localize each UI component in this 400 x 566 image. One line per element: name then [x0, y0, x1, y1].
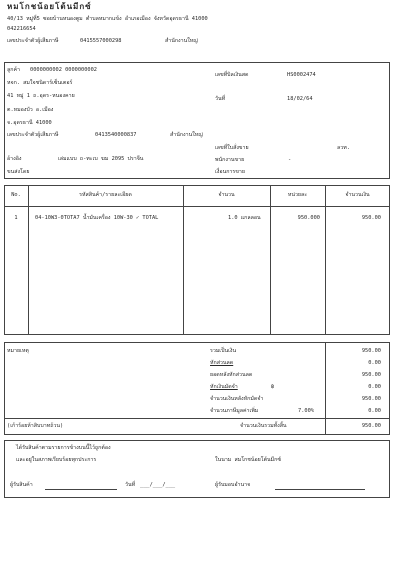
on-behalf-label: ในนาม สมโกชน้อยโต้นมีกซ์ — [215, 457, 281, 463]
header-description: รหัสสินค้า/รายละเอียด — [79, 192, 132, 198]
authorized-label: ผู้รับมอบอำนาจ — [215, 482, 251, 488]
row-qty: 1.0 แกลลอน — [228, 215, 261, 221]
authorized-signature-line — [275, 489, 365, 490]
discount-label: หักส่วนลด — [210, 360, 234, 366]
grand-divider — [4, 418, 390, 419]
row-description: 04-10W3-0TOTA7 น้ำมันเครื่อง 10W-30 ✓ TOTAL — [35, 215, 159, 221]
header-qty: จำนวน — [218, 192, 235, 198]
receipt-note-1: ได้รับสินค้าตามรายการข้างบนนี้ไว้ถูกต้อง — [16, 445, 111, 451]
customer-name: หจก. สมใจชนิดาร์เซ็นเตอร์ — [7, 80, 73, 86]
deposit-symbol: ฿ — [271, 384, 275, 390]
customer-branch: สำนักงานใหญ่ — [170, 132, 203, 138]
delivery-label: ขนส่งโดย — [7, 169, 30, 175]
header-price: หน่วยละ — [287, 192, 308, 198]
company-name: หมโกชน้อยโต้นมีกซ์ — [7, 2, 92, 11]
company-branch: สำนักงานใหญ่ — [165, 38, 198, 44]
after-discount-label: ยอดหลังหักส่วนลด — [210, 372, 253, 378]
customer-code: 0000000002 0000000002 — [30, 67, 97, 73]
col-divider — [325, 185, 326, 335]
vat-value: 0.00 — [368, 408, 381, 414]
table-header-divider — [4, 206, 390, 207]
customer-tax-label: เลขประจำตัวผู้เสียภาษี — [7, 132, 59, 138]
deposit-value: 0.00 — [368, 384, 381, 390]
discount-value: 0.00 — [368, 360, 381, 366]
grand-total-label: จำนวนเงินรวมทั้งสิ้น — [240, 423, 287, 429]
row-price: 950.000 — [297, 215, 320, 221]
receiver-date-blank: ___/___/___ — [140, 482, 176, 488]
doc-no: HS0002474 — [287, 72, 316, 78]
vat-label: จำนวนภาษีมูลค่าเพิ่ม — [210, 408, 259, 414]
after-deposit-label: จำนวนเงินหลังหักมัดจำ — [210, 396, 264, 402]
customer-address-3: จ.อุดรธานี 41000 — [7, 120, 52, 126]
company-tax-label: เลขประจำตัวผู้เสียภาษี — [7, 38, 59, 44]
items-table — [4, 185, 390, 335]
receiver-label: ผู้รับสินค้า — [10, 482, 33, 488]
col-divider — [183, 185, 184, 335]
receipt-note-2: และอยู่ในสภาพเรียบร้อยทุกประการ — [16, 457, 97, 463]
reference-value: เล่มแบบ ถ-ทะเบ ฆม 2095 ปราจีน — [58, 156, 144, 162]
credit-label: ลวท. — [337, 145, 350, 151]
salesman-label: พนักงานขาย — [215, 157, 245, 163]
company-phone: 042216654 — [7, 26, 36, 32]
customer-code-label: ลูกค้า — [7, 67, 20, 73]
date-label: วันที่ — [215, 96, 226, 102]
customer-address-1: 41 หมู่ 1 ถ.อุดร-หนองคาย — [7, 93, 75, 99]
pay-term-label: เงื่อนการขาย — [215, 169, 245, 175]
deposit-label: หักเงินมัดจำ — [210, 384, 238, 390]
bill-label: เลขที่ใบสั่งขาย — [215, 145, 249, 151]
receiver-signature-line — [45, 489, 117, 490]
sum-value: 950.00 — [361, 348, 381, 354]
amount-in-words: (เก้าร้อยห้าสิบบาทถ้วน) — [7, 423, 64, 429]
doc-no-label: เลขที่บิลเงินสด — [215, 72, 249, 78]
col-divider — [28, 185, 29, 335]
reference-label: อ้างอิง — [7, 156, 22, 162]
remark-label: หมายเหตุ — [7, 348, 29, 354]
receiver-date-label: วันที่ — [125, 482, 136, 488]
header-amount: จำนวนเงิน — [345, 192, 370, 198]
company-address: 40/13 หมู่ที่5 ซอยบ้านหนองตูม ตำบลหมากแข้ง อำเภอเมือง จังหวัดอุดรธานี 41000 — [7, 16, 208, 22]
customer-tax-id: 0413540000837 — [95, 132, 137, 138]
row-no: 1 — [14, 215, 18, 221]
grand-total-value: 950.00 — [361, 423, 381, 429]
doc-date: 18/02/64 — [287, 96, 313, 102]
after-deposit-value: 950.00 — [361, 396, 381, 402]
customer-address-2: ต.หมองบัว อ.เมือง — [7, 107, 54, 113]
header-no: No. — [11, 192, 21, 198]
after-discount-value: 950.00 — [361, 372, 381, 378]
company-tax-id: 0415557000298 — [80, 38, 122, 44]
vat-rate: 7.00% — [298, 408, 314, 414]
row-amount: 950.00 — [361, 215, 381, 221]
salesman-value: - — [288, 157, 292, 163]
sum-label: รวมเป็นเงิน — [210, 348, 237, 354]
col-divider — [270, 185, 271, 335]
